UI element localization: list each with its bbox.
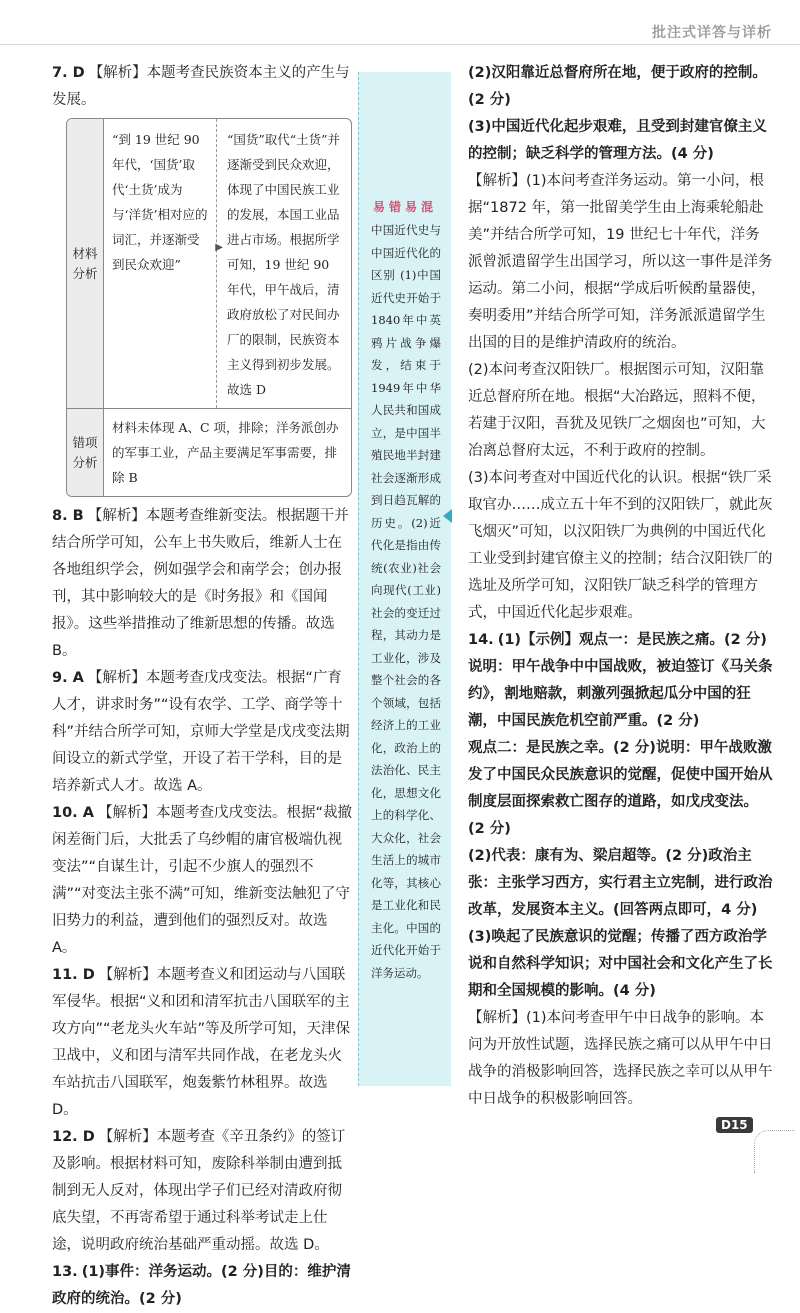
header-divider xyxy=(0,44,800,45)
answer-13 xyxy=(52,1259,352,1313)
answer-14 xyxy=(468,627,774,735)
answer-text: 【解析】本题考查《辛丑条约》的签订及影响。根据材料可知，废除科举制由遭到抵制到无人反对，体现出学子们已经对清政府彻底失望，不再寄希望于通过科举考试走上仕途，说明政府统治基础严重动摇。故选 D。 xyxy=(52,1129,346,1253)
sidebar-title: 易错易混 xyxy=(372,200,437,214)
material-quote xyxy=(104,119,223,408)
answer-12 xyxy=(52,1124,352,1259)
answer-7 xyxy=(52,60,352,114)
material-quote-text: “到 19 世纪 90 年代，‘国货’取代‘土货’成为与‘洋货’相对应的词汇，并逐渐受到民众欢迎” xyxy=(112,132,208,272)
arrow-right-icon: ▶ xyxy=(215,242,223,253)
right-column xyxy=(468,60,774,1113)
answer-text: 【解析】本题考查民族资本主义的产生与发展。 xyxy=(52,65,350,108)
answer-13-analysis-2: (2)本问考查汉阳铁厂。根据图示可知，汉阳靠近总督府所在地。根据“大冶路远，照料不便，若建于汉阳，吾犹及见铁厂之烟囱也”可知，大冶离总督府太远，不利于政府的控制。 xyxy=(468,362,766,459)
answer-number: 11. D xyxy=(52,967,95,983)
answer-number: 9. A xyxy=(52,670,84,686)
answer-14-analysis: 【解析】(1)本问考查甲午中日战争的影响。本问为开放性试题，选择民族之痛可以从甲午中日战争的消极影响回答，选择民族之幸可以从甲午中日战争的积极影响回答。 xyxy=(468,1010,773,1107)
answer-10 xyxy=(52,800,352,962)
tip-sidebar xyxy=(358,72,451,1086)
answer-text: 【解析】本题考查义和团运动与八国联军侵华。根据“义和团和清军抗击八国联军的主攻方向”“老龙头火车站”等及所学可知，天津保卫战中，义和团与清军共同作战，在老龙头火车站抗击八国联军，炮轰紫竹林租界。故选 D。 xyxy=(52,967,351,1118)
answer-14-view2: 观点二：是民族之幸。(2 分)说明：甲午战败激发了中国民众民族意识的觉醒，促使中国开始从制度层面探索救亡图存的道路，如戊戌变法。(2 分) xyxy=(468,740,773,837)
pointer-left-icon xyxy=(443,509,452,523)
answer-13-analysis-3: (3)本问考查对中国近代化的认识。根据“铁厂采取官办……成立五十年不到的汉阳铁厂，就此灰飞烟灭”可知，以汉阳铁厂为典例的中国近代化工业受到封建官僚主义的控制；结合汉阳铁厂的选址及所学可知，汉阳铁厂缺乏科学的管理方式，中国近代化起步艰难。 xyxy=(468,470,773,621)
answer-text: 【解析】本题考查戊戌变法。根据“裁撤闲差衙门后，大批丢了乌纱帽的庸官极端仇视变法”“自谋生计，引起不少旗人的强烈不满”“对变法主张不满”可知，维新变法触犯了守旧势力的利益，遭到他们的强烈反对。故选 A。 xyxy=(52,805,352,956)
answer-text: 【解析】本题考查维新变法。根据题干并结合所学可知，公车上书失败后，维新人士在各地组织学会，例如强学会和南学会；创办报刊，其中影响较大的是《时务报》和《国闻报》。这些举措推动了维新思想的传播。故选 B。 xyxy=(52,508,349,659)
corner-decoration xyxy=(754,1130,795,1173)
answer-text: (1)事件：洋务运动。(2 分)目的：维护清政府的统治。(2 分) xyxy=(52,1264,351,1307)
answer-number: 14. xyxy=(468,632,494,648)
error-row xyxy=(67,408,351,496)
material-analysis: “国货”取代“土货”并逐渐受到民众欢迎，体现了中国民族工业的发展，本国工业品进占市场。根据所学可知，19 世纪 90 年代，甲午战后，清政府放松了对民间办厂的限制，民族资本主义得到初步发展。故选 D xyxy=(227,132,341,397)
answer-11 xyxy=(52,962,352,1124)
error-label: 错项分析 xyxy=(67,409,104,496)
answer-number: 12. D xyxy=(52,1129,95,1145)
left-column xyxy=(52,60,352,1313)
answer-14-part1: (1)【示例】观点一：是民族之痛。(2 分)说明：甲午战争中中国战败，被迫签订《马关条约》，割地赔款，刺激列强掀起瓜分中国的狂潮，中国民族危机空前严重。(2 分) xyxy=(468,632,773,729)
analysis-table xyxy=(66,118,352,497)
answer-13-analysis-1: 【解析】(1)本问考查洋务运动。第一小问，根据“1872 年，第一批留美学生由上海乘轮船赴美”并结合所学可知，19 世纪七十年代，洋务派曾派遣留学生出国学习，所以这一事件是洋务运动。第二小问，根据“学成后听候酌量器使，奏明委用”并结合所学可知，洋务派派遣留学生出国的目的是维护清政府的统治。 xyxy=(468,173,773,351)
answer-number: 7. D xyxy=(52,65,85,81)
answer-13-part2: (2)汉阳靠近总督府所在地，便于政府的控制。(2 分) xyxy=(468,65,767,108)
error-analysis: 材料未体现 A、C 项，排除；洋务派创办的军事工业，产品主要满足军事需要，排除 B xyxy=(112,420,339,485)
answer-14-part3: (3)唤起了民族意识的觉醒；传播了西方政治学说和自然科学知识；对中国社会和文化产生了长期和全国规模的影响。(4 分) xyxy=(468,929,773,999)
answer-14-part2: (2)代表：康有为、梁启超等。(2 分)政治主张：主张学习西方，实行君主立宪制，进行政治改革，发展资本主义。(回答两点即可，4 分) xyxy=(468,848,773,918)
answer-9 xyxy=(52,665,352,800)
answer-number: 10. A xyxy=(52,805,94,821)
answer-8 xyxy=(52,503,352,665)
answer-number: 8. B xyxy=(52,508,84,524)
answer-text: 【解析】本题考查戊戌变法。根据“广育人才，讲求时务”“设有农学、工学、商学等十科”并结合所学可知，京师大学堂是戊戌变法期间设立的新式学堂，开设了若干学科，目的是培养新式人才。故选 A。 xyxy=(52,670,350,794)
material-label: 材料分析 xyxy=(67,119,104,408)
answer-number: 13. xyxy=(52,1264,78,1280)
page-number: D15 xyxy=(716,1117,753,1133)
answer-13-part3: (3)中国近代化起步艰难，且受到封建官僚主义的控制；缺乏科学的管理方法。(4 分) xyxy=(468,119,767,162)
material-row xyxy=(67,119,351,408)
page-header-title: 批注式详答与详析 xyxy=(652,25,772,41)
sidebar-text: 中国近代史与中国近代化的区别 (1)中国近代史开始于1840年中英鸦片战争爆发，结束于1949年中华人民共和国成立，是中国半殖民地半封建社会逐渐形成到日趋瓦解的历史。(2)近代化是指由传统(农业)社会向现代(工业)社会的变迁过程，其动力是工业化，涉及整个社会的各个领域，包括经济上的工业化，政治上的法治化、民主化，思想文化上的科学化、大众化，社会生活上的城市化等，其核心是工业化和民主化。中国的近代化开始于洋务运动。 xyxy=(371,223,441,980)
